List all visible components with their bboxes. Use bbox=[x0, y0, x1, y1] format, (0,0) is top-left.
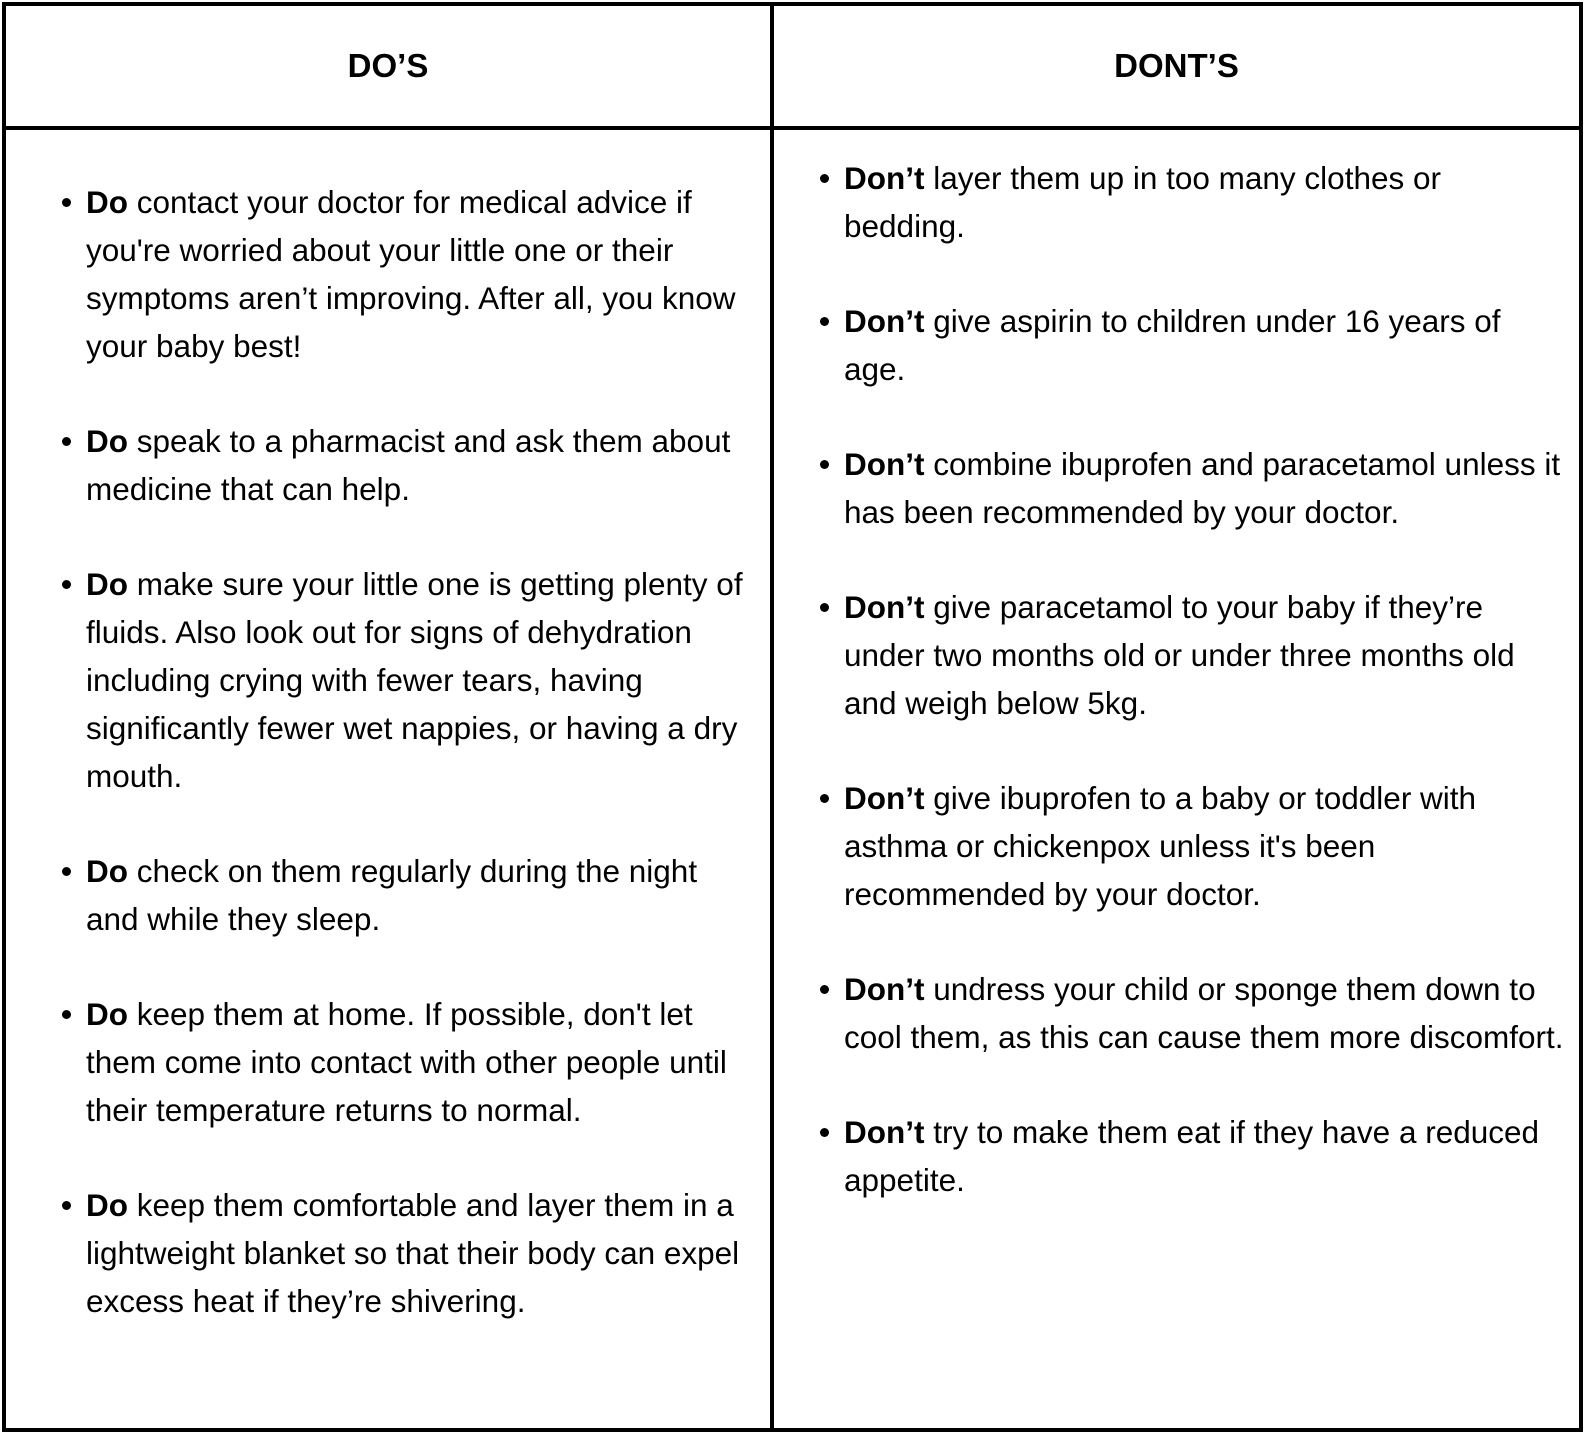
dos-item bbox=[86, 1181, 750, 1325]
donts-item-text: layer them up in too many clothes or bedding. bbox=[844, 160, 1441, 244]
dos-item-text: make sure your little one is getting plenty of fluids. Also look out for signs of dehydration including crying with fewer tears, having significantly fewer wet nappies, or having a dry mouth. bbox=[86, 566, 743, 794]
donts-item bbox=[844, 774, 1565, 918]
dos-item bbox=[86, 560, 750, 800]
dos-item-text: keep them at home. If possible, don't let them come into contact with other people until their temperature returns to normal. bbox=[86, 996, 727, 1128]
dos-item-text: speak to a pharmacist and ask them about medicine that can help. bbox=[86, 423, 731, 507]
dos-column bbox=[6, 130, 770, 1428]
donts-item bbox=[844, 583, 1565, 727]
dos-item-lead: Do bbox=[86, 184, 128, 220]
dos-list bbox=[86, 178, 750, 1325]
donts-item bbox=[844, 440, 1565, 536]
donts-item-lead: Don’t bbox=[844, 303, 925, 339]
dos-item-lead: Do bbox=[86, 853, 128, 889]
donts-item-text: undress your child or sponge them down to cool them, as this can cause them more discomfort. bbox=[844, 971, 1564, 1055]
donts-item-lead: Don’t bbox=[844, 1114, 925, 1150]
header-dos: DO’S bbox=[347, 47, 429, 84]
donts-item-text: give ibuprofen to a baby or toddler with asthma or chickenpox unless it's been recommended by your doctor. bbox=[844, 780, 1477, 912]
donts-item-text: give paracetamol to your baby if they’re under two months old or under three months old and weigh below 5kg. bbox=[844, 589, 1515, 721]
donts-item bbox=[844, 297, 1565, 393]
dos-item bbox=[86, 417, 750, 513]
donts-item-lead: Don’t bbox=[844, 780, 925, 816]
donts-item bbox=[844, 154, 1565, 250]
donts-item-text: give aspirin to children under 16 years of age. bbox=[844, 303, 1501, 387]
dos-item-lead: Do bbox=[86, 996, 128, 1032]
donts-column bbox=[774, 130, 1579, 1428]
donts-item-lead: Don’t bbox=[844, 446, 925, 482]
dos-item bbox=[86, 847, 750, 943]
header-donts: DONT’S bbox=[1114, 47, 1239, 84]
donts-item-lead: Don’t bbox=[844, 589, 925, 625]
dos-item bbox=[86, 178, 750, 370]
donts-item-text: combine ibuprofen and paracetamol unless it has been recommended by your doctor. bbox=[844, 446, 1561, 530]
donts-item bbox=[844, 965, 1565, 1061]
dos-item bbox=[86, 990, 750, 1134]
donts-item-lead: Don’t bbox=[844, 971, 925, 1007]
donts-item-lead: Don’t bbox=[844, 160, 925, 196]
donts-list bbox=[844, 154, 1565, 1204]
dos-item-text: keep them comfortable and layer them in a lightweight blanket so that their body can expel excess heat if they’re shivering. bbox=[86, 1187, 740, 1319]
dos-item-lead: Do bbox=[86, 1187, 128, 1223]
donts-item-text: try to make them eat if they have a reduced appetite. bbox=[844, 1114, 1540, 1198]
donts-item bbox=[844, 1108, 1565, 1204]
dos-donts-table bbox=[2, 2, 1583, 1432]
dos-item-lead: Do bbox=[86, 423, 128, 459]
dos-item-lead: Do bbox=[86, 566, 128, 602]
dos-item-text: contact your doctor for medical advice if you're worried about your little one or their symptoms aren’t improving. After all, you know your baby best! bbox=[86, 184, 736, 364]
dos-item-text: check on them regularly during the night and while they sleep. bbox=[86, 853, 698, 937]
